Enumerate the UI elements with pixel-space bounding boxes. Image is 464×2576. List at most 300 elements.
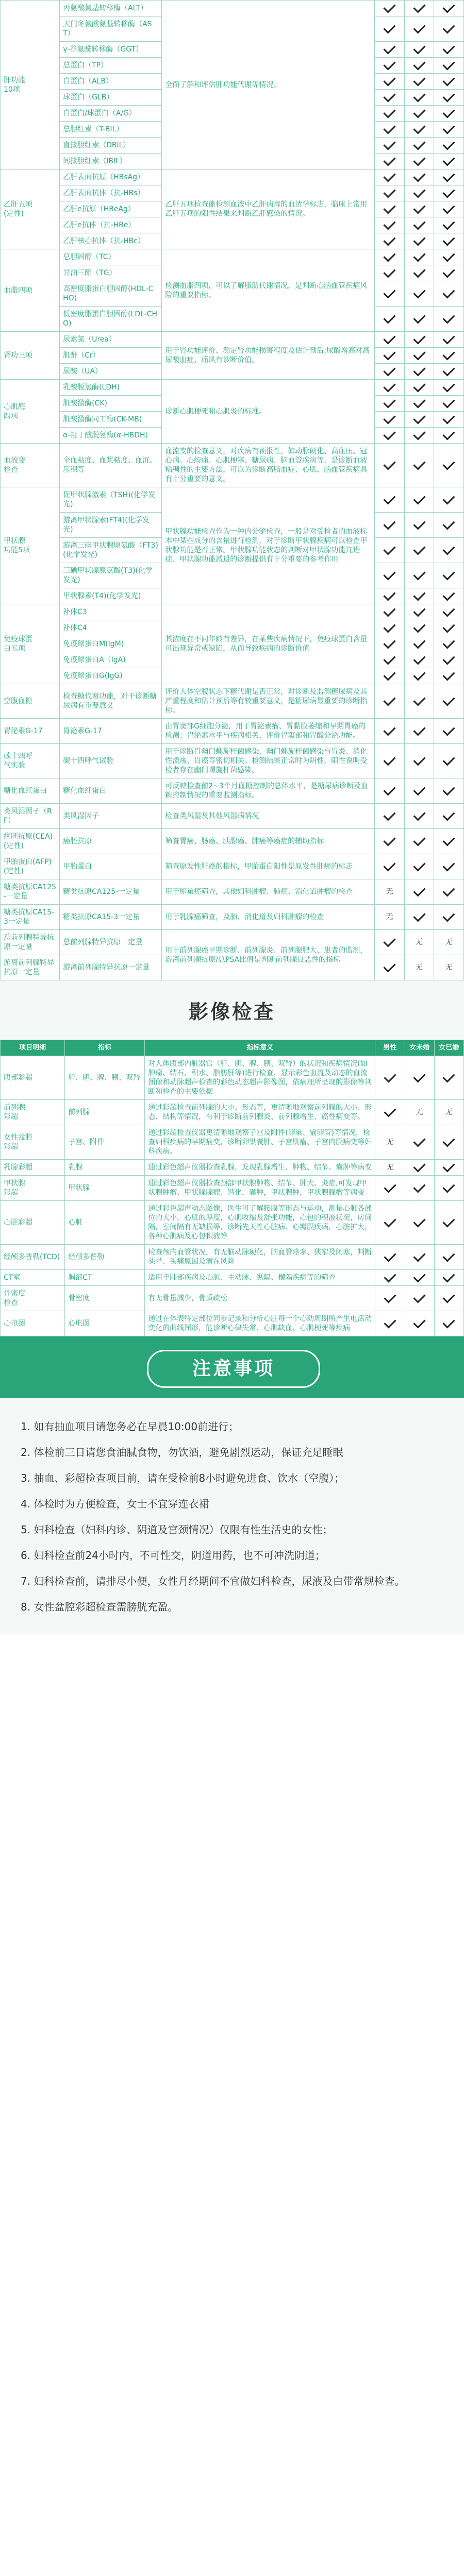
check-icon (413, 1160, 426, 1172)
check-icon (443, 543, 455, 555)
description-cell: 检查颅内血管状况，有无脑动脉硬化，脑血管痉挛、狭窄及闭塞，判断头晕、头痛原因及潜在风险 (145, 1245, 375, 1270)
check-cell (434, 1125, 463, 1160)
check-icon (443, 1316, 455, 1328)
check-cell (375, 265, 405, 281)
check-icon (384, 693, 396, 706)
check-cell (404, 307, 434, 332)
check-icon (413, 884, 425, 896)
check-icon (413, 249, 425, 262)
check-icon (384, 808, 396, 821)
check-cell (434, 636, 464, 652)
check-icon (384, 1215, 396, 1227)
check-cell (434, 879, 464, 905)
indicator-cell: 低密度脂蛋白胆固醇(LDL-CHO) (60, 307, 162, 332)
check-icon (384, 74, 396, 86)
check-cell (375, 604, 405, 620)
check-icon (384, 364, 396, 376)
indicator-cell: 三碘甲状腺原氨酸(T3)(化学发光) (60, 563, 162, 588)
check-icon (413, 457, 425, 470)
category-cell: 癌胚抗原(CEA)(定性) (1, 829, 60, 854)
check-cell (434, 668, 464, 684)
check-icon (384, 783, 396, 795)
check-icon (413, 42, 425, 54)
check-icon (443, 90, 455, 102)
not-applicable-label: 无 (445, 938, 453, 946)
check-icon (413, 808, 425, 821)
check-cell (434, 444, 464, 487)
check-icon (413, 396, 425, 408)
check-icon (413, 668, 425, 681)
check-cell (375, 1, 405, 16)
indicator-cell: 补体C4 (60, 620, 162, 636)
description-cell: 用于肾功能评价、测定肾功能损害程度及估计预后;尿酸增高对高尿酸血症、痛风有诊断价值。 (162, 332, 375, 380)
notes-header (0, 1336, 464, 1398)
check-cell (434, 1100, 463, 1125)
check-icon (443, 568, 455, 580)
check-icon (413, 58, 425, 70)
indicator-cell: 总蛋白（TP） (60, 58, 162, 74)
check-cell (434, 1270, 463, 1286)
indicator-cell: 乙肝e抗原（HBeAg） (60, 201, 162, 217)
check-icon (443, 364, 455, 376)
indicator-cell: 免疫球蛋白A（IgA) (60, 652, 162, 668)
check-cell (434, 122, 464, 138)
check-icon (384, 588, 396, 601)
check-icon (413, 122, 425, 134)
check-icon (443, 1070, 455, 1082)
indicator-cell: 甲胎蛋白 (60, 854, 162, 879)
check-icon (413, 604, 425, 617)
check-cell (375, 563, 405, 588)
check-icon (443, 1134, 455, 1147)
category-cell: 碳十四呼 气实验 (1, 744, 60, 778)
note-item: 7. 妇科检查前，请排尽小便，女性月经期间不宜做妇科检查，尿液及白带常规检查。 (21, 1575, 405, 1587)
description-cell: 通过彩色超声仪器检查乳腺，发现乳腺增生、肿物、结节、囊肿等病变 (145, 1160, 375, 1176)
check-icon (384, 249, 396, 262)
check-icon (443, 1160, 455, 1172)
check-icon (384, 652, 396, 665)
check-cell (375, 348, 405, 364)
check-cell (404, 719, 434, 744)
check-cell (375, 854, 405, 879)
check-icon (443, 884, 455, 896)
check-cell (434, 332, 464, 348)
check-icon (413, 636, 425, 649)
not-applicable-label: 无 (386, 1138, 394, 1146)
check-icon (443, 909, 455, 922)
check-cell (434, 604, 464, 620)
check-icon (443, 201, 455, 214)
check-icon (384, 859, 396, 871)
check-cell (434, 854, 464, 879)
check-icon (384, 138, 396, 150)
check-cell (434, 778, 464, 804)
check-icon (384, 492, 396, 504)
note-item: 4. 体检时为方便检查，女士不宜穿连衣裙 (21, 1498, 209, 1510)
check-cell (375, 281, 405, 307)
check-cell (404, 778, 434, 804)
check-cell (434, 1, 464, 16)
check-cell (434, 1176, 463, 1201)
header-row (1, 1040, 464, 1056)
check-icon (384, 960, 396, 972)
check-icon (443, 286, 455, 298)
check-cell (375, 332, 405, 348)
indicator-cell: 游离前列腺特异抗原一定量 (60, 955, 162, 980)
notes-title: 注意事项 (147, 1350, 320, 1388)
check-cell (375, 652, 405, 668)
check-cell (375, 1125, 405, 1160)
category-cell: 甲状腺 功能5项 (1, 487, 60, 604)
description-cell: 其浓度在不同年龄有差异，在某些疾病情况下，免疫球蛋白含量可出现异常或缺陷，从而导致疾病的诊断价值 (162, 604, 375, 684)
table-row (1, 905, 464, 930)
check-cell (375, 955, 405, 980)
check-icon (413, 21, 425, 33)
check-cell (375, 620, 405, 636)
check-cell (434, 719, 464, 744)
not-applicable-label: 无 (386, 1163, 394, 1172)
description-cell: 由胃窦部G细胞分泌，用于胃泌素瘤、胃黏膜萎缩和早期胃癌的检测；胃泌素水平与疾病相关，评价胃窦部和胃酸分泌功能。 (162, 719, 375, 744)
check-icon (443, 21, 455, 33)
check-cell (405, 1176, 434, 1201)
description-cell: 筛查胃癌、肠癌、胰腺癌、肺癌等癌症的辅助指标 (162, 829, 375, 854)
indicator-cell: 丙氨酸氨基转移酶（ALT） (60, 1, 162, 16)
check-cell (434, 348, 464, 364)
not-applicable-label: 无 (416, 1108, 423, 1116)
not-applicable-label: 无 (445, 963, 453, 972)
check-icon (413, 311, 425, 324)
check-icon (384, 106, 396, 118)
check-icon (413, 859, 425, 871)
check-icon (384, 1105, 396, 1117)
table-row (1, 249, 464, 265)
check-icon (384, 122, 396, 134)
check-cell (434, 154, 464, 170)
check-cell (375, 217, 405, 233)
category-cell: 心脏彩超 (1, 1201, 65, 1245)
category-cell: 游离前列腺特异抗原一定量 (1, 955, 60, 980)
check-cell (404, 604, 434, 620)
description-cell: 通过彩色超声仪器检查颈部甲状腺肿物、结节、肿大、炎症,可发现甲状腺肿瘤、甲状腺腺瘤、钙化，囊肿，甲状腺肿，甲状腺腺瘤等病变 (145, 1176, 375, 1201)
check-icon (443, 396, 455, 408)
table-row (1, 604, 464, 620)
description-cell: 对人体腹部内脏器官（肝、胆、脾、胰、双肾）的状况和疾病情况(如肿瘤、结石、积水、脂肪肝等)进行检查，显示彩色血流及动态的血流图像和动脉超声检查的彩色动态超声影像图，依病理所呈现的影像等判断和检查的主要依据 (145, 1056, 375, 1100)
check-cell (375, 16, 405, 42)
check-cell (434, 428, 464, 444)
check-cell (375, 170, 405, 185)
check-icon (384, 311, 396, 324)
check-icon (384, 620, 396, 633)
check-icon (443, 834, 455, 846)
indicator-cell: 尿酸（UA） (60, 364, 162, 380)
check-cell (404, 668, 434, 684)
check-cell (434, 217, 464, 233)
check-icon (384, 217, 396, 230)
check-cell (404, 563, 434, 588)
indicator-cell: 糖类抗原CA125-一定量 (60, 879, 162, 905)
description-cell: 用于前列腺癌早期诊断、前列腺炎、前列腺肥大、患者的监测，游离前列腺抗原/总PSA比值是判断前列腺良恶性的指标 (162, 930, 375, 980)
check-cell (375, 106, 405, 122)
category-cell: 甲胎蛋白(AFP)(定性) (1, 854, 60, 879)
table-row (1, 879, 464, 905)
check-icon (384, 543, 396, 555)
description-cell: 甲状腺功能检查作为一种内分泌检查，一般是对受检者的血液标本中某些成分的含量进行检测，对于诊断甲状腺疾病可以检查甲状腺功能是否正常。甲状腺功能状态的判断对甲状腺功能亢进症、甲状腺功能减退的诊断提供有十分重要的参考作用 (162, 487, 375, 604)
check-cell (404, 879, 434, 905)
check-cell (404, 364, 434, 380)
category-cell: 糖化血红蛋白 (1, 778, 60, 804)
check-icon (443, 668, 455, 681)
check-icon (443, 636, 455, 649)
check-cell (434, 513, 464, 538)
indicator-cell: 补体C3 (60, 604, 162, 620)
check-cell (404, 412, 434, 428)
table-row (1, 930, 464, 955)
check-icon (413, 1134, 426, 1147)
check-icon (384, 396, 396, 408)
check-cell (404, 90, 434, 106)
check-cell (375, 930, 405, 955)
check-cell (404, 74, 434, 90)
indicator-cell: 间接胆红素（IBIL） (60, 154, 162, 170)
note-item: 3. 抽血、彩超检查项目前，请在受检前8小时避免进食、饮水（空腹）； (21, 1472, 345, 1484)
table-row (1, 1056, 464, 1100)
check-cell (405, 1160, 434, 1176)
check-cell (404, 513, 434, 538)
check-icon (384, 348, 396, 360)
check-cell (375, 829, 405, 854)
table-row (1, 380, 464, 396)
check-icon (413, 380, 425, 392)
check-icon (413, 364, 425, 376)
check-cell (434, 380, 464, 396)
indicator-cell: 子宫、附件 (65, 1125, 145, 1160)
check-cell (434, 201, 464, 217)
header-cell: 女未婚 (405, 1040, 434, 1056)
not-applicable-label: 无 (416, 938, 423, 946)
check-icon (384, 834, 396, 846)
note-item: 8. 女性盆腔彩超检查需膀胱充盈。 (21, 1601, 178, 1613)
indicator-cell: 高密度脂蛋白胆固醇(HDL-CHO) (60, 281, 162, 307)
check-cell (375, 1311, 405, 1336)
table-row (1, 1270, 464, 1286)
table-row (1, 170, 464, 185)
indicator-cell: 乳酸脱氢酶(LDH) (60, 380, 162, 396)
check-cell (434, 588, 464, 604)
table-row (1, 854, 464, 879)
check-cell (434, 744, 464, 778)
check-cell (404, 154, 434, 170)
check-cell (434, 1201, 463, 1245)
header-cell: 女已婚 (434, 1040, 463, 1056)
check-icon (413, 753, 425, 766)
check-icon (443, 249, 455, 262)
note-item: 1. 如有抽血项目请您务必在早晨10:00前进行； (21, 1420, 239, 1433)
check-icon (443, 492, 455, 504)
check-icon (413, 1070, 426, 1082)
check-cell (404, 233, 434, 249)
indicator-cell: 肌酸激酶(CK) (60, 396, 162, 412)
check-icon (443, 517, 455, 530)
check-icon (384, 935, 396, 947)
check-icon (413, 74, 425, 86)
header-cell: 指标意义 (145, 1040, 375, 1056)
check-icon (413, 783, 425, 795)
category-cell: 心电图 (1, 1311, 65, 1336)
check-icon (443, 1180, 455, 1193)
check-cell (375, 201, 405, 217)
category-cell: 乙肝五项 (定性) (1, 170, 60, 249)
check-cell (375, 636, 405, 652)
check-cell (434, 930, 464, 955)
check-cell (434, 684, 464, 719)
check-icon (413, 1249, 426, 1262)
category-cell: 空腹血糖 (1, 684, 60, 719)
check-icon (384, 21, 396, 33)
category-cell: 心肌酶 四项 (1, 380, 60, 444)
description-cell: 血流变的检查意义，对疾病有预报性，如动脉硬化、高血压、冠心病、心绞痛、心肌梗塞、糖尿病、脑血管疾病等，是诊断血液粘稠性的主要方法，可以为诊断高脂血症、心肌、脑血管疾病具有十分重要的意义。 (162, 444, 375, 487)
check-cell (434, 265, 464, 281)
indicator-cell: 球蛋白（GLB） (60, 90, 162, 106)
description-cell: 乙肝五项检查能检测血液中乙肝病毒的血清学标志，临床上常用乙肝五项的阳性结果来判断乙肝感染的情况。 (162, 170, 375, 249)
indicator-cell: 尿素氮（Urea） (60, 332, 162, 348)
check-icon (384, 517, 396, 530)
check-icon (384, 604, 396, 617)
check-icon (384, 457, 396, 470)
check-icon (443, 783, 455, 795)
check-cell (404, 332, 434, 348)
check-cell (405, 1125, 434, 1160)
check-cell (404, 170, 434, 185)
check-cell (375, 364, 405, 380)
check-icon (443, 106, 455, 118)
check-cell (434, 185, 464, 201)
check-icon (384, 668, 396, 681)
check-cell (404, 428, 434, 444)
indicator-cell: 胃泌素G-17 (60, 719, 162, 744)
check-cell (405, 1056, 434, 1100)
check-cell (405, 1245, 434, 1270)
indicator-cell: 肌酐（Cr） (60, 348, 162, 364)
description-cell: 全面了解和评估肝功能代谢等情况。 (162, 1, 375, 170)
indicator-cell: 心脏 (65, 1201, 145, 1245)
check-cell (405, 1311, 434, 1336)
indicator-cell: α-羟丁酸脱氢酶(α-HBDH) (60, 428, 162, 444)
check-cell (404, 444, 434, 487)
imaging-table (0, 1040, 464, 1336)
check-cell (404, 396, 434, 412)
category-cell: 类风湿因子（RF） (1, 804, 60, 829)
check-icon (443, 217, 455, 230)
check-icon (384, 1316, 396, 1328)
table-row (1, 719, 464, 744)
check-cell (375, 42, 405, 58)
check-icon (443, 652, 455, 665)
check-cell (404, 804, 434, 829)
check-icon (443, 753, 455, 766)
description-cell: 用于乳腺癌筛查，及肺、消化道及妇科肿瘤的检查 (162, 905, 375, 930)
check-cell (375, 538, 405, 563)
table-row (1, 778, 464, 804)
check-icon (443, 1270, 455, 1282)
check-cell (404, 217, 434, 233)
check-cell (434, 652, 464, 668)
check-cell (375, 744, 405, 778)
description-cell: 通过在体表特定部位同步记录和分析心脏每一个心动周期所产生电活动变化的曲线图形，能诊断心律失常、心肌缺血、心肌梗死等疾病 (145, 1311, 375, 1336)
check-cell (375, 668, 405, 684)
indicator-cell: 乙肝核心抗体（抗-HBc） (60, 233, 162, 249)
check-icon (384, 201, 396, 214)
check-cell (375, 905, 405, 930)
check-icon (443, 58, 455, 70)
check-cell (434, 307, 464, 332)
check-icon (384, 380, 396, 392)
indicator-cell: 甘油三酯（TG） (60, 265, 162, 281)
check-cell (375, 122, 405, 138)
indicator-cell: 心电图 (65, 1311, 145, 1336)
check-cell (434, 905, 464, 930)
check-icon (443, 233, 455, 246)
check-cell (434, 1160, 463, 1176)
check-cell (434, 74, 464, 90)
header-cell: 指标 (65, 1040, 145, 1056)
check-cell (404, 744, 434, 778)
not-applicable-label: 无 (386, 913, 393, 921)
check-icon (413, 201, 425, 214)
check-cell (404, 106, 434, 122)
check-icon (443, 428, 455, 440)
check-cell (404, 58, 434, 74)
check-icon (384, 1270, 396, 1282)
check-icon (413, 412, 425, 424)
check-icon (413, 693, 425, 706)
table-row (1, 444, 464, 487)
check-icon (413, 428, 425, 440)
category-cell: CT室 (1, 1270, 65, 1286)
check-cell (434, 412, 464, 428)
check-cell (375, 74, 405, 90)
category-cell: 血脂四项 (1, 249, 60, 332)
check-cell (404, 201, 434, 217)
check-cell (404, 684, 434, 719)
description-cell: 通过彩超检查仪器更清晰地观察子宫及附件(卵巢、输卵管)等情况，检查妇科疾病的早期病变，诊断卵巢囊肿、子宫肌瘤、子宫内膜病变等妇科疾病。 (145, 1125, 375, 1160)
check-cell (434, 170, 464, 185)
check-icon (384, 1249, 396, 1262)
note-item: 6. 妇科检查前24小时内，不可性交，阴道用药，也不可冲洗阴道； (21, 1549, 325, 1562)
indicator-cell: 全血粘度、血浆粘度、血沉、压积等 (60, 444, 162, 487)
indicator-cell: 碳十四呼气试验 (60, 744, 162, 778)
check-cell (404, 905, 434, 930)
check-icon (384, 286, 396, 298)
check-cell (404, 538, 434, 563)
check-cell (375, 233, 405, 249)
indicator-cell: 免疫球蛋白M(IgM) (60, 636, 162, 652)
check-cell (434, 955, 464, 980)
check-icon (413, 154, 425, 166)
category-cell: 腹部彩超 (1, 1056, 65, 1100)
description-cell: 有无骨量减少，骨质疏松 (145, 1286, 375, 1311)
check-cell (375, 588, 405, 604)
check-icon (413, 185, 425, 198)
check-icon (443, 412, 455, 424)
header-cell: 项目明细 (1, 1040, 65, 1056)
check-icon (443, 457, 455, 470)
check-icon (443, 311, 455, 324)
note-item: 5. 妇科检查（妇科内诊、阴道及宫颈情况）仅限有性生活史的女性； (21, 1523, 333, 1536)
table-row (1, 1, 464, 16)
check-cell (375, 513, 405, 538)
check-icon (413, 138, 425, 150)
check-icon (413, 1291, 426, 1303)
